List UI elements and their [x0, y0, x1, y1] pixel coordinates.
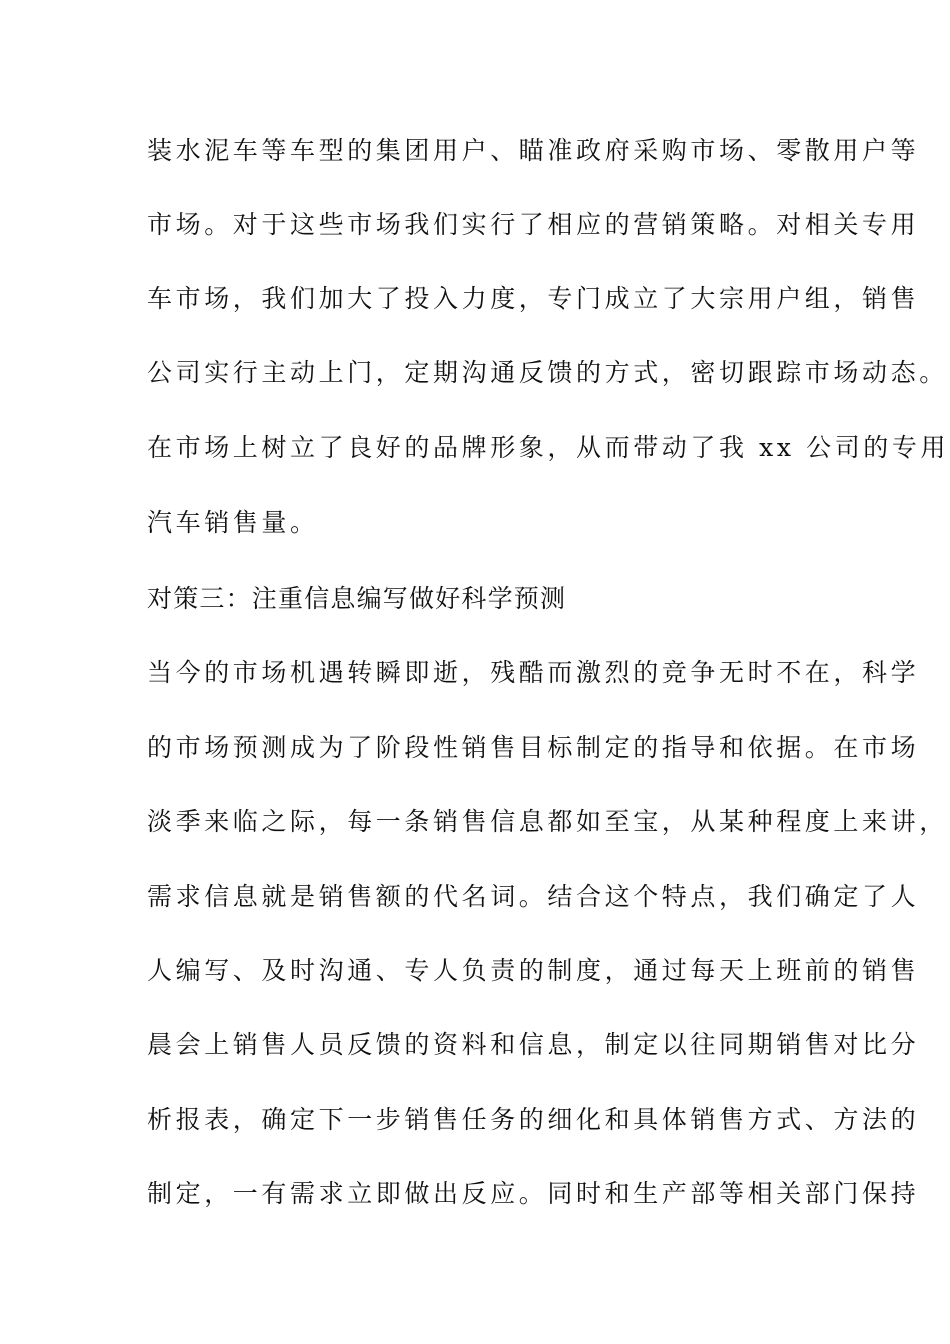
- text-line: 析报表，确定下一步销售任务的细化和具体销售方式、方法的: [147, 1105, 920, 1134]
- text-line: 人编写、及时沟通、专人负责的制度，通过每天上班前的销售: [147, 956, 920, 985]
- text-line: 淡季来临之际，每一条销售信息都如至宝，从某种程度上来讲，: [147, 807, 948, 836]
- text-line: 晨会上销售人员反馈的资料和信息，制定以往同期销售对比分: [147, 1030, 920, 1059]
- section-heading: 对策三：注重信息编写做好科学预测: [147, 584, 567, 613]
- text-line: 需求信息就是销售额的代名词。结合这个特点，我们确定了人: [147, 882, 920, 911]
- text-line: 在市场上树立了良好的品牌形象，从而带动了我 xx 公司的专用: [147, 433, 950, 462]
- text-line: 车市场，我们加大了投入力度，专门成立了大宗用户组，销售: [147, 284, 920, 313]
- text-line: 的市场预测成为了阶段性销售目标制定的指导和依据。在市场: [147, 733, 920, 762]
- text-line: 汽车销售量。: [147, 508, 319, 537]
- text-line: 公司实行主动上门，定期沟通反馈的方式，密切跟踪市场动态。: [147, 358, 948, 387]
- text-line: 装水泥车等车型的集团用户、瞄准政府采购市场、零散用户等: [147, 136, 920, 165]
- text-line: 市场。对于这些市场我们实行了相应的营销策略。对相关专用: [147, 210, 920, 239]
- text-line: 当今的市场机遇转瞬即逝，残酷而激烈的竞争无时不在，科学: [147, 658, 920, 687]
- text-line: 制定，一有需求立即做出反应。同时和生产部等相关部门保持: [147, 1179, 920, 1208]
